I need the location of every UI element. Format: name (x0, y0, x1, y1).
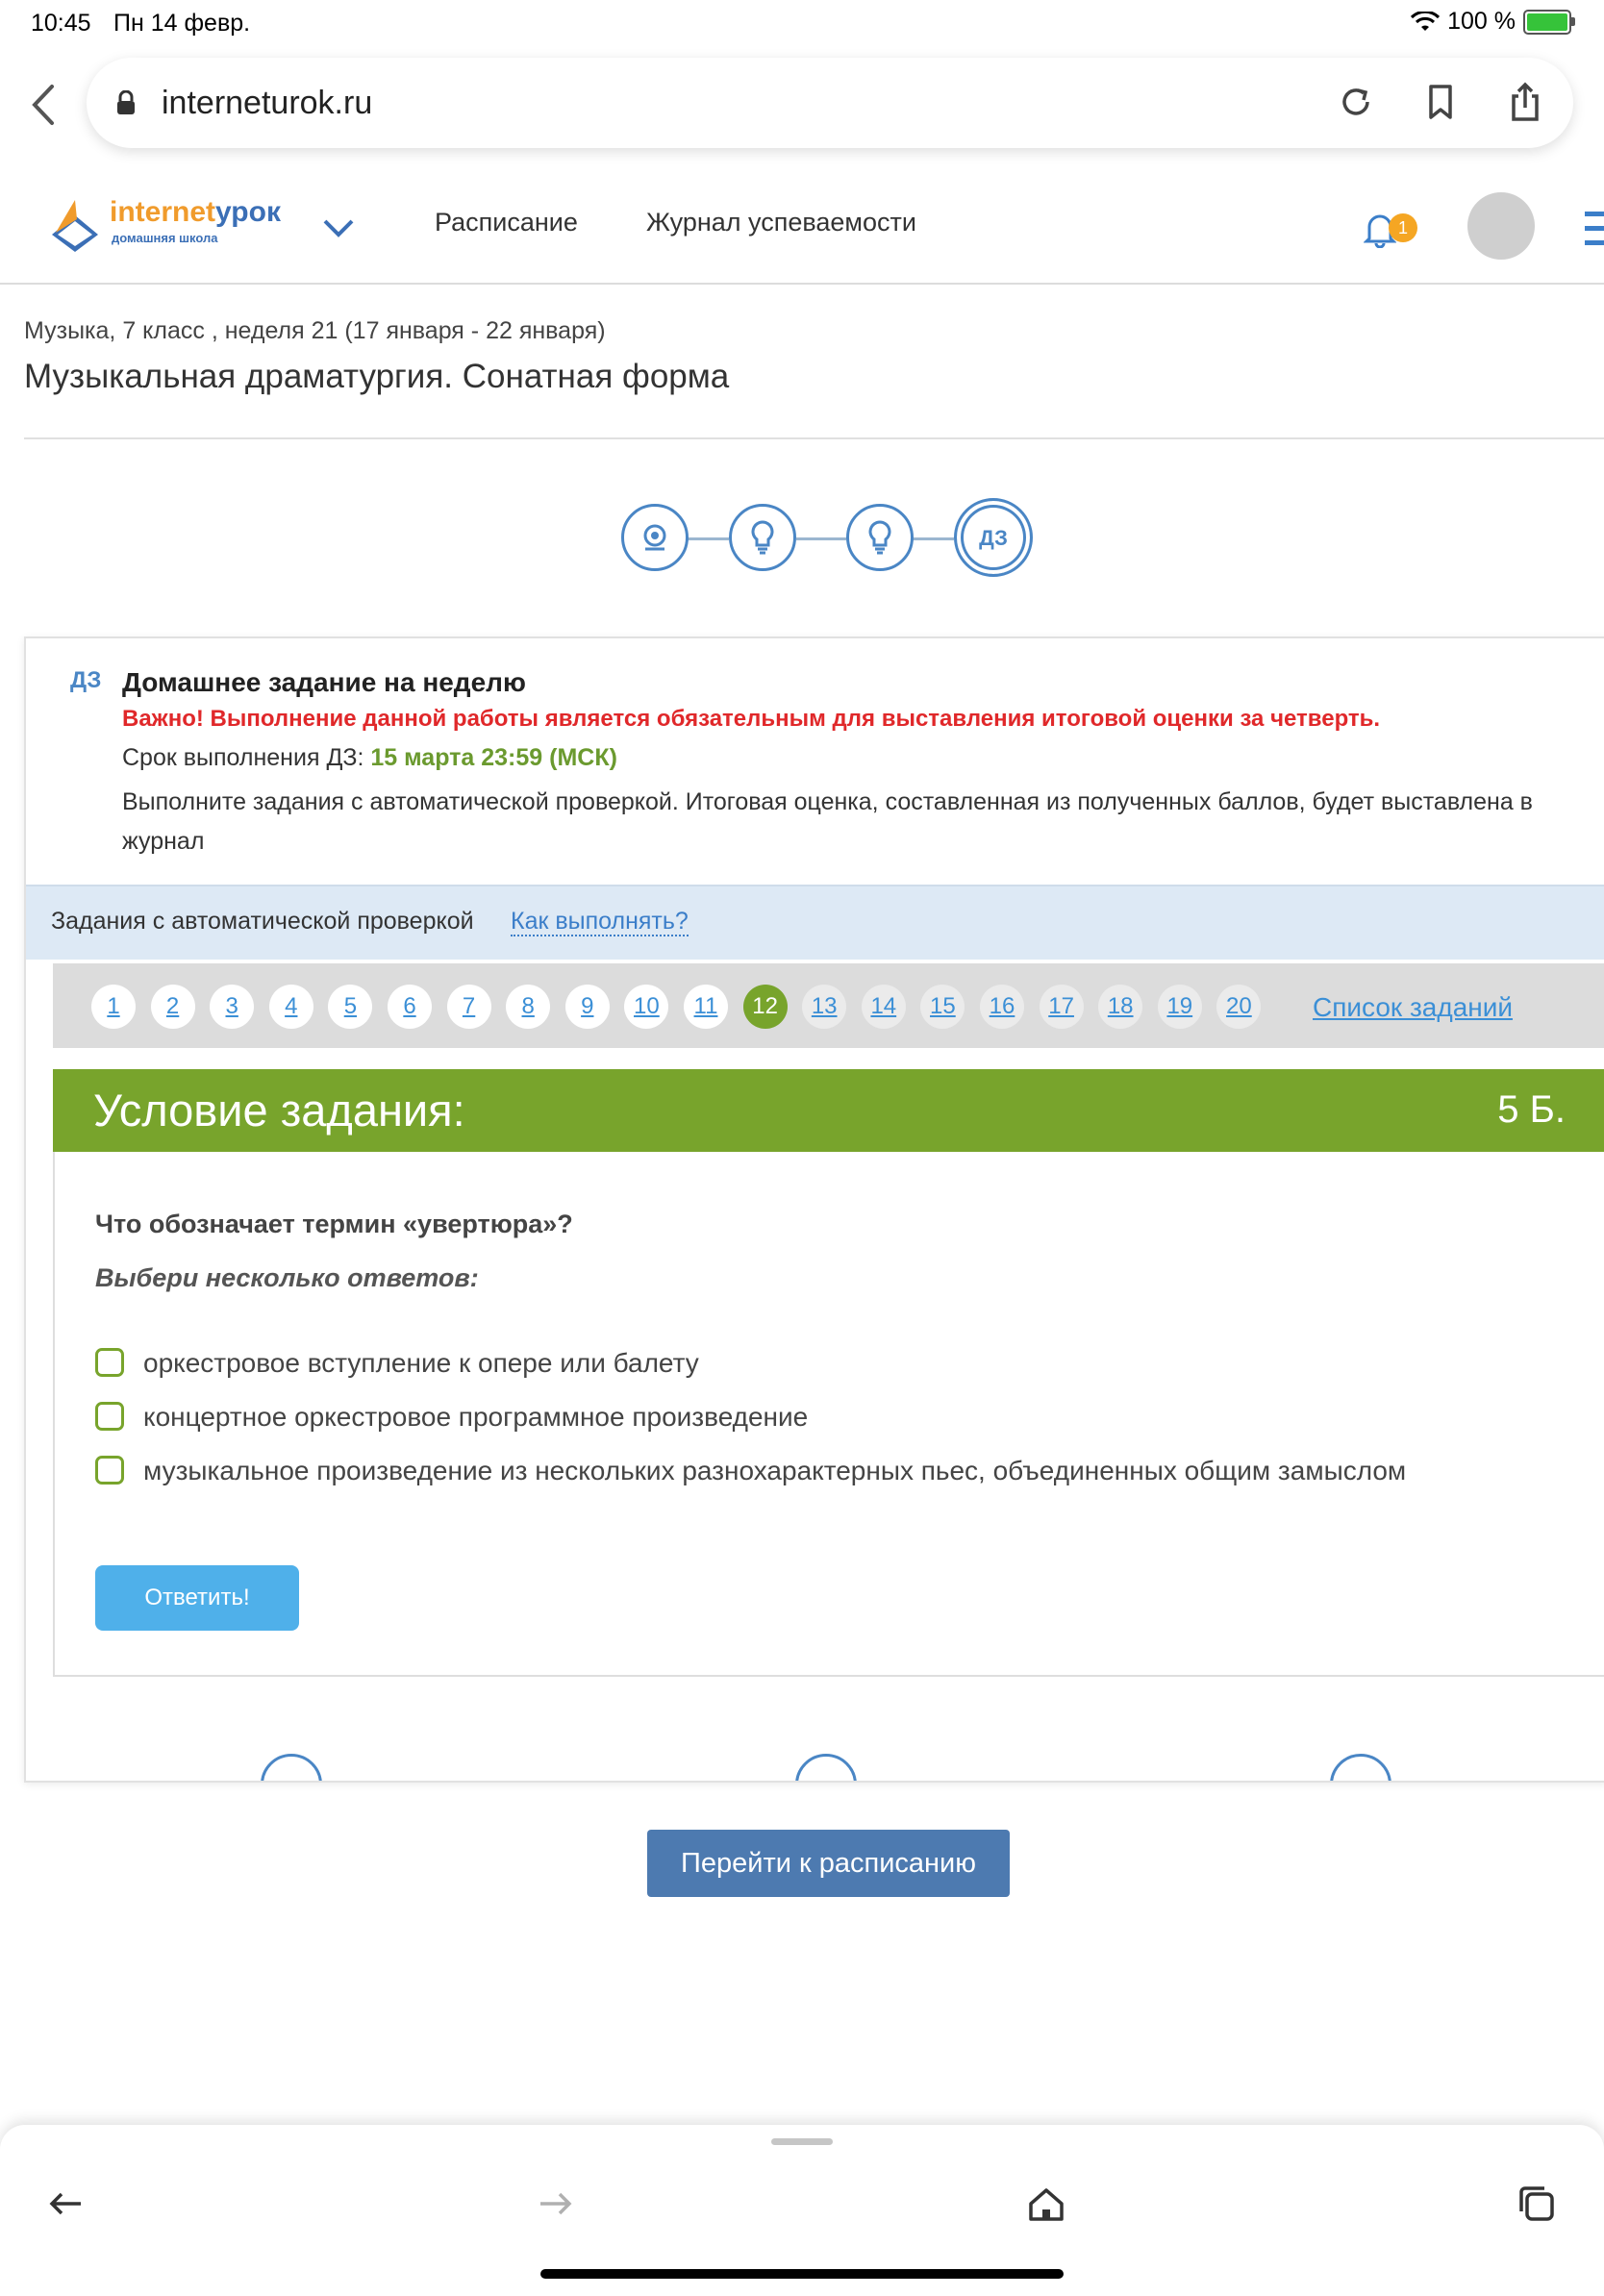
logo-subtitle: домашняя школа (112, 231, 218, 245)
homework-important: Важно! Выполнение данной работы является обязательным для выставления итоговой оценки за четверть. (122, 706, 1381, 732)
homework-description: Выполните задания с автоматической проверкой. Итоговая оценка, составленная из полученных баллов, будет выставлена в журнал (122, 788, 1533, 855)
tabs-icon[interactable] (1516, 2183, 1558, 2225)
notification-badge: 1 (1389, 213, 1417, 242)
task-page-20[interactable]: 20 (1216, 985, 1261, 1029)
task-page-3[interactable]: 3 (210, 985, 254, 1029)
task-page-14[interactable]: 14 (862, 985, 906, 1029)
lightbulb-icon (849, 507, 911, 568)
step-connector (796, 537, 846, 540)
task-page-13[interactable]: 13 (802, 985, 846, 1029)
lesson-title: Музыкальная драматургия. Сонатная форма (24, 358, 730, 395)
step-trainer-1[interactable] (729, 504, 796, 571)
how-to-link[interactable]: Как выполнять? (511, 908, 689, 935)
task-page-8[interactable]: 8 (506, 985, 550, 1029)
logo-brand: internetурок (110, 196, 281, 228)
task-header-title: Условие задания: (93, 1085, 465, 1136)
menu-icon[interactable] (1585, 208, 1604, 250)
answer-option-label: музыкальное произведение из нескольких разнохарактерных пьес, объединенных общим замыслом (143, 1456, 1407, 1485)
task-page-11[interactable]: 11 (684, 985, 728, 1029)
homework-title: Домашнее задание на неделю (122, 667, 526, 697)
homework-badge: ДЗ (70, 667, 102, 693)
url-text[interactable]: interneturok.ru (162, 85, 373, 121)
battery-fill (1527, 13, 1567, 31)
wifi-icon (1411, 12, 1440, 33)
go-to-schedule-button[interactable]: Перейти к расписанию (647, 1830, 1010, 1897)
site-header (0, 175, 1604, 285)
home-icon[interactable] (1025, 2183, 1067, 2225)
task-body (53, 1152, 1604, 1677)
task-page-10[interactable]: 10 (624, 985, 668, 1029)
answer-button[interactable]: Ответить! (95, 1565, 299, 1631)
nav-circle-icon[interactable] (1330, 1754, 1391, 1783)
chevron-down-icon[interactable] (321, 213, 356, 242)
task-points: 5 Б. (1497, 1088, 1566, 1131)
auto-check-bar (26, 885, 1604, 960)
task-page-5[interactable]: 5 (328, 985, 372, 1029)
homework-deadline: Срок выполнения ДЗ: 15 марта 23:59 (МСК) (122, 744, 617, 771)
back-chevron-icon[interactable] (27, 81, 60, 129)
question-text: Что обозначает термин «увертюра»? (95, 1210, 573, 1238)
nav-schedule[interactable]: Расписание (435, 208, 578, 237)
task-page-17[interactable]: 17 (1040, 985, 1084, 1029)
auto-check-label: Задания с автоматической проверкой (51, 908, 474, 935)
task-page-12[interactable]: 12 (743, 985, 788, 1029)
grab-handle[interactable] (771, 2138, 833, 2145)
step-homework[interactable] (954, 498, 1033, 577)
reload-icon[interactable] (1335, 81, 1377, 123)
battery-icon (1523, 10, 1571, 35)
task-page-1[interactable]: 1 (91, 985, 136, 1029)
nav-circle-icon[interactable] (795, 1754, 857, 1783)
lock-icon (115, 90, 137, 115)
homework-card (24, 636, 1604, 1783)
nav-journal[interactable]: Журнал успеваемости (646, 208, 916, 237)
task-list-link[interactable]: Список заданий (1313, 992, 1514, 1022)
avatar[interactable] (1467, 192, 1535, 260)
task-page-6[interactable]: 6 (388, 985, 432, 1029)
task-page-7[interactable]: 7 (447, 985, 491, 1029)
task-page-4[interactable]: 4 (269, 985, 313, 1029)
status-date: Пн 14 февр. (113, 10, 251, 37)
status-bar (0, 0, 1604, 46)
site-logo[interactable] (46, 194, 306, 262)
forward-arrow-icon[interactable] (535, 2183, 577, 2225)
logo-book-icon (46, 196, 104, 256)
task-page-19[interactable]: 19 (1158, 985, 1202, 1029)
step-connector (912, 537, 954, 540)
webcam-icon (624, 507, 686, 568)
address-bar[interactable] (87, 58, 1573, 148)
task-page-15[interactable]: 15 (920, 985, 965, 1029)
lesson-steps (621, 498, 1035, 579)
share-icon[interactable] (1504, 81, 1546, 123)
step-homework-label: ДЗ (979, 526, 1008, 550)
step-video[interactable] (621, 504, 689, 571)
step-connector (687, 537, 729, 540)
status-time: 10:45 (31, 10, 91, 37)
lightbulb-icon (732, 507, 793, 568)
checkbox[interactable] (95, 1348, 124, 1377)
task-page-9[interactable]: 9 (565, 985, 610, 1029)
battery-percent: 100 % (1447, 8, 1516, 35)
task-header (53, 1069, 1604, 1152)
task-page-16[interactable]: 16 (980, 985, 1024, 1029)
deadline-value: 15 марта 23:59 (МСК) (370, 744, 617, 771)
step-trainer-2[interactable] (846, 504, 914, 571)
task-page-18[interactable]: 18 (1098, 985, 1142, 1029)
divider (24, 437, 1604, 439)
bookmark-icon[interactable] (1419, 81, 1462, 123)
question-hint: Выбери несколько ответов: (95, 1263, 479, 1292)
task-pager (53, 963, 1604, 1048)
lesson-meta: Музыка, 7 класс , неделя 21 (17 января - 22 января) (24, 317, 606, 344)
task-page-2[interactable]: 2 (151, 985, 195, 1029)
answer-option-label: концертное оркестровое программное произведение (143, 1402, 809, 1432)
home-indicator[interactable] (540, 2269, 1064, 2279)
status-right (1411, 8, 1571, 36)
answer-option-label: оркестровое вступление к опере или балету (143, 1348, 699, 1378)
checkbox[interactable] (95, 1456, 124, 1485)
back-arrow-icon[interactable] (44, 2183, 87, 2225)
checkbox[interactable] (95, 1402, 124, 1431)
nav-circle-icon[interactable] (261, 1754, 322, 1783)
